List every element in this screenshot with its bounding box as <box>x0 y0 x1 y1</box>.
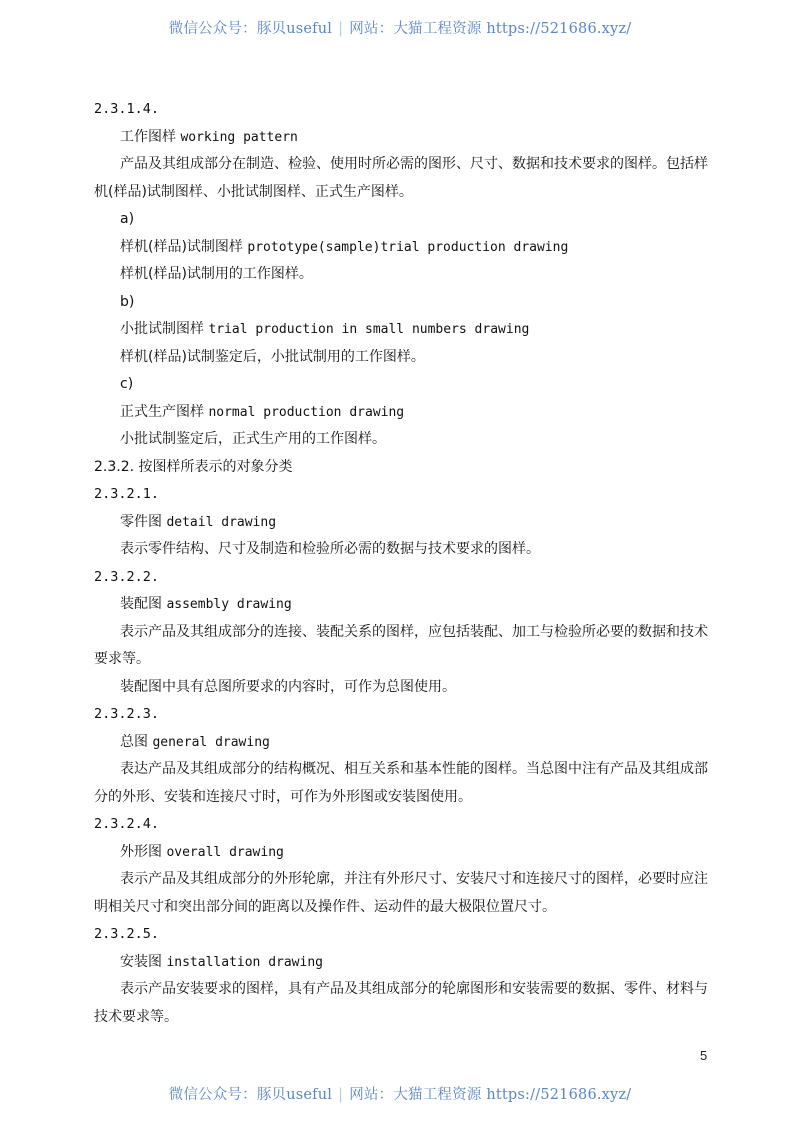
section-heading: 2.3.2. 按图样所表示的对象分类 <box>94 458 293 475</box>
term-zh: 样机(样品)试制图样 <box>120 238 243 255</box>
list-marker: a) <box>120 211 135 227</box>
term-en: detail drawing <box>166 514 277 530</box>
definition-line: 小批试制鉴定后，正式生产用的工作图样。 <box>120 431 386 447</box>
term-zh: 总图 <box>120 733 148 750</box>
definition-paragraph: 产品及其组成部分在制造、检验、使用时所必需的图形、尺寸、数据和技术要求的图样。包括样机(样品)试制图样、小批试制图样、正式生产图样。 <box>94 156 708 200</box>
term-title <box>94 729 708 757</box>
page-number: 5 <box>700 1048 708 1063</box>
definition-line: 样机(样品)试制鉴定后，小批试制用的工作图样。 <box>120 348 425 365</box>
term-zh: 装配图 <box>120 596 162 612</box>
definition-line: 样机(样品)试制用的工作图样。 <box>120 266 313 282</box>
term-title <box>94 316 708 344</box>
watermark-separator: | <box>338 1087 344 1103</box>
watermark-website: 网站：大猫工程资源 https://521686.xyz/ <box>349 1087 632 1103</box>
term-title <box>94 839 708 867</box>
watermark-footer <box>0 1083 800 1104</box>
term-zh: 工作图样 <box>120 128 176 145</box>
definition-paragraph: 表示零件结构、尺寸及制造和检验所必需的数据与技术要求的图样。 <box>120 541 540 557</box>
definition-paragraph: 表示产品及其组成部分的外形轮廓，并注有外形尺寸、安装尺寸和连接尺寸的图样，必要时应注明相关尺寸和突出部分间的距离以及操作件、运动件的最大极限位置尺寸。 <box>94 871 708 915</box>
term-en: installation drawing <box>166 954 323 970</box>
term-en: assembly drawing <box>166 597 292 612</box>
definition-paragraph: 表达产品及其组成部分的结构概况、相互关系和基本性能的图样。当总图中注有产品及其组成部分的外形、安装和连接尺寸时，可作为外形图或安装图使用。 <box>94 761 708 805</box>
term-en: working pattern <box>180 129 298 145</box>
section-heading: 2.3.2.1. <box>94 486 160 502</box>
section-heading: 2.3.2.2. <box>94 568 160 585</box>
watermark-header <box>0 17 800 38</box>
term-en: normal production drawing <box>208 404 405 420</box>
term-zh: 外形图 <box>120 843 162 860</box>
section-heading: 2.3.2.5. <box>94 926 160 942</box>
document-body <box>94 96 708 1031</box>
section-heading: 2.3.1.4. <box>94 101 160 117</box>
list-marker: c) <box>120 376 134 392</box>
definition-paragraph: 表示产品安装要求的图样，具有产品及其组成部分的轮廓图形和安装需要的数据、零件、材料与技术要求等。 <box>94 981 708 1025</box>
term-title <box>94 509 708 537</box>
definition-paragraph: 表示产品及其组成部分的连接、装配关系的图样，应包括装配、加工与检验所必要的数据和技术要求等。 <box>94 623 708 667</box>
term-title <box>94 949 708 977</box>
term-title <box>94 591 708 619</box>
section-heading: 2.3.2.3. <box>94 706 160 722</box>
term-title <box>94 234 708 262</box>
list-marker: b) <box>120 293 135 310</box>
term-title <box>94 124 708 152</box>
watermark-wechat: 微信公众号：豚贝useful <box>168 1087 333 1103</box>
watermark-website: 网站：大猫工程资源 https://521686.xyz/ <box>349 21 632 37</box>
term-title <box>94 399 708 427</box>
term-zh: 零件图 <box>120 513 162 530</box>
term-en: overall drawing <box>166 844 284 860</box>
term-en: trial production in small numbers drawing <box>208 322 530 337</box>
term-zh: 正式生产图样 <box>120 403 204 420</box>
watermark-separator: | <box>338 21 344 37</box>
term-zh: 安装图 <box>120 953 162 970</box>
definition-paragraph: 装配图中具有总图所要求的内容时，可作为总图使用。 <box>120 678 456 695</box>
term-zh: 小批试制图样 <box>120 321 204 337</box>
watermark-wechat: 微信公众号：豚贝useful <box>168 21 333 37</box>
term-en: general drawing <box>152 734 270 750</box>
section-heading: 2.3.2.4. <box>94 816 160 832</box>
term-en: prototype(sample)trial production drawing <box>247 239 569 255</box>
